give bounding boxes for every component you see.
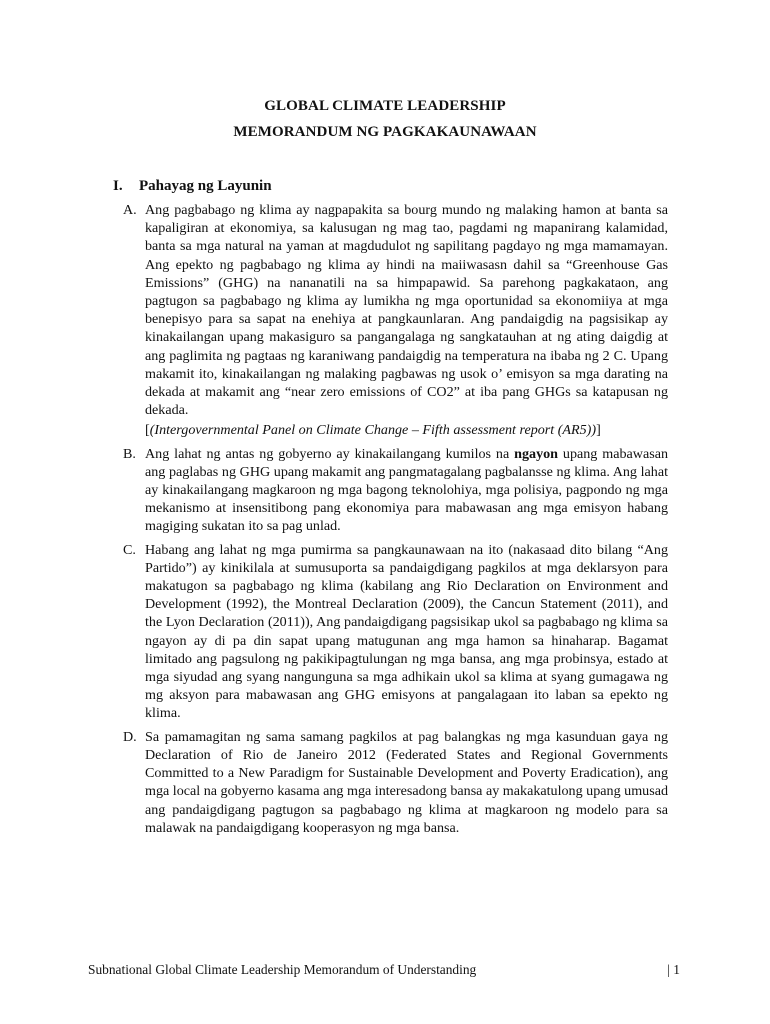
page-number: | 1 — [667, 962, 680, 977]
emphasis-word: ngayon — [514, 445, 559, 462]
item-body — [145, 541, 668, 723]
item-a-text: Ang pagbabago ng klima ay nagpapakita sa bourg mundo ng malaking hamon at banta sa kapaligiran at ekonomiya, sa kalusugan ng mag tao, pagdami ng mapanirang kalamidad, banta sa mga natural na yaman at magdudulot ng sapilitang pagdayo ng mga mamamayan. Ang epekto ng pagbabago ng klima ay hindi na maiiwasasn dahil sa “Greenhouse Gas Emissions” (GHG) na nananatili na sa himpapawid. Sa parehong pagkakataon, ang pagtugon sa pagbabago ng klima ay lumikha ng mga oportunidad sa ekonomiiya at mga benepisyo para sa sapat na enehiya at pangkaunlaran. Ang pandaigdig na pagsisikap ay kinakailangan upang makasiguro sa pangangalaga ng sangkatauhan at ng ating daigdig at ang paglimita ng pagtaas ng karaniwang pandaigdig na temperatura na ibaba ng 2 C. Upang makamit ito, kinakailangan ng malaking pagbawas ng usok o’ emisyon sa mga darating na dekada at makamit ang “near zero emissions of CO2” at iba pang GHGs sa katapusan ng dekada. — [145, 202, 668, 419]
item-c-text: Habang ang lahat ng mga pumirma sa pangkaunawaan na ito (nakasaad dito bilang “Ang Partido”) ay kinikilala at sumusuporta sa pandaigdigang pagkilos at mga deklarsyon para makatugon sa pagbabago ng klima (kabilang ang Rio Declaration on Environment and Development (1992), the Montreal Declaration (2009), the Cancun Statement (2011), and the Lyon Declaration (2011)), Ang pandaigdigang pagsisikap ukol sa pagbabago ng klima sa ngayon ay di pa din sapat upang matugunan ang mga hamon sa hinaharap. Bagamat limitado ang pagsulong ng pakikipagtulungan ng mga bansa, ang mga probinsya, estado at mga siyudad ang syang nangunguna sa mga adhikain ukol sa klima at syang gumagawa ng mg aksyon para mabawasan ang GHG emisyons at pangalagaan ito laban sa epekto ng klima. — [145, 541, 668, 722]
citation-close-bracket: ] — [596, 422, 601, 439]
list-item-d — [123, 728, 668, 837]
item-d-text: Sa pamamagitan ng sama samang pagkilos at pag balangkas ng mga kasunduan gaya ng Declaration of Rio de Janeiro 2012 (Federated States and Regional Governments Committed to a New Paradigm for Sustainable Development and Poverty Eradication), ang mga local na gobyerno kasama ang mga interesadong bansa ay makakatulong upang umusad ang pandaigdigang pagtugon sa pagbabago ng klima at magkaroon ng modelo para sa malawak na pandaigdigang kooperasyon ng mga bansa. — [145, 728, 668, 836]
document-subtitle: MEMORANDUM NG PAGKAKAUNAWAAN — [233, 124, 537, 140]
section-heading — [113, 178, 272, 195]
list-item-a — [123, 201, 668, 440]
section-title: Pahayag ng Layunin — [139, 178, 272, 194]
document-title: GLOBAL CLIMATE LEADERSHIP — [264, 98, 506, 114]
item-letter: B. — [123, 445, 136, 462]
list-item-b — [123, 445, 668, 536]
list-item-c — [123, 541, 668, 723]
citation-open-bracket: [ — [145, 422, 150, 439]
item-letter: C. — [123, 541, 136, 558]
section-number: I. — [113, 178, 123, 194]
item-body — [145, 201, 668, 440]
item-body — [145, 728, 668, 837]
objective-list — [123, 201, 668, 842]
citation-text: (Intergovernmental Panel on Climate Change – Fifth assessment report (AR5)) — [149, 422, 597, 439]
item-letter: A. — [123, 202, 137, 218]
footer-title: Subnational Global Climate Leadership Memorandum of Understanding — [88, 962, 477, 977]
page-footer — [88, 962, 680, 978]
citation — [145, 421, 668, 439]
item-body — [145, 445, 668, 536]
item-b-text-after: upang mabawasan ang paglabas ng GHG upang makamit ang pangmatagalang pagbalansse ng klima. Ang lahat ay kinakailangang magkaroon ng mga bagong teknolohiya, mga polisiya, pagpondo ng mga mekanismo at insensitibong pang ekonomiya para mabawasan ang mga emisyon habang magiging sukatan ito sa pag unlad. — [145, 445, 668, 535]
item-b-text-before: Ang lahat ng antas ng gobyerno ay kinakailangang kumilos na — [145, 445, 515, 462]
item-b-text — [145, 445, 668, 536]
item-letter: D. — [123, 728, 137, 745]
